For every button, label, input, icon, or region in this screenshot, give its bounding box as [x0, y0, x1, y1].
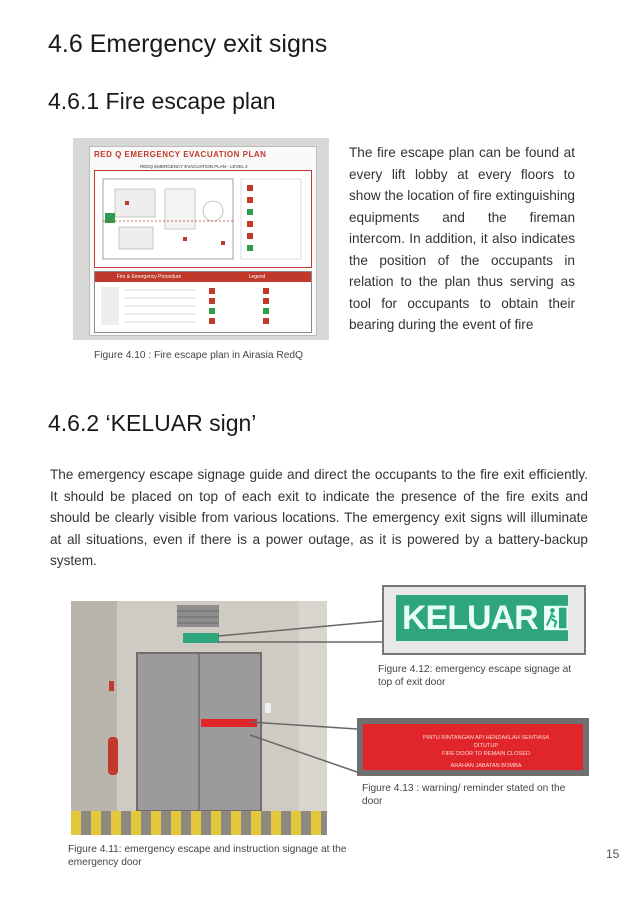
- figure-caption-warning: Figure 4.13 : warning/ reminder stated on the door: [362, 783, 566, 807]
- warning-line-authority: ARAHAN JABATAN BOMBA: [450, 763, 522, 769]
- warning-sign-text: [411, 734, 561, 770]
- figure-caption-exit-door: Figure 4.11: emergency escape and instruction signage at the emergency door: [68, 844, 347, 868]
- section-heading: 4.6 Emergency exit signs: [48, 30, 328, 58]
- running-man-icon: [544, 605, 568, 631]
- figure-caption-keluar-sign: Figure 4.12: emergency escape signage at top of exit door: [378, 664, 572, 688]
- warning-line-english: FIRE DOOR TO REMAIN CLOSED: [441, 751, 531, 757]
- warning-sign-closeup: [357, 718, 589, 776]
- plan-image-subtitle: REDQ EMERGENCY EVACUATION PLAN - LEVEL 4: [140, 164, 248, 169]
- keluar-sign-closeup: [382, 585, 586, 655]
- subsection-heading-keluar: 4.6.2 ‘KELUAR sign’: [48, 410, 257, 436]
- plan-image-title: RED Q EMERGENCY EVACUATION PLAN: [94, 150, 267, 159]
- warning-line-malay: PINTU RINTANGAN API HENDAKLAH SENTIASA DITUTUP: [422, 735, 550, 749]
- keluar-sign-panel: [396, 595, 568, 641]
- warning-sign-panel: [363, 724, 583, 770]
- figure-caption-fire-plan: Figure 4.10 : Fire escape plan in Airasia RedQ: [94, 350, 303, 361]
- keluar-sign-text: KELUAR: [402, 598, 538, 637]
- legend-panel-header: Legend: [203, 272, 311, 282]
- page-number: 15: [606, 847, 620, 861]
- procedure-panel-header: Fire & Emergency Procedure: [95, 272, 203, 282]
- fire-plan-paragraph: The fire escape plan can be found at every lift lobby at every floors to show the location of fire extinguishing equipments and the fireman intercom. In addition, it also indicates the position of the occupants in relation to the plan thus serving as tool for occupants to obtain their bearing during the event of fire: [349, 145, 575, 332]
- keluar-paragraph: The emergency escape signage guide and direct the occupants to the fire exit efficiently. It should be placed on top of each exit to indicate the presence of the fire exits and should be clearly visible from various locations. The emergency exit signs will illuminate at all situations, even if there is a power outage, as it is powered by a battery-backup system.: [50, 467, 588, 568]
- subsection-heading-fire-plan: 4.6.1 Fire escape plan: [48, 88, 276, 114]
